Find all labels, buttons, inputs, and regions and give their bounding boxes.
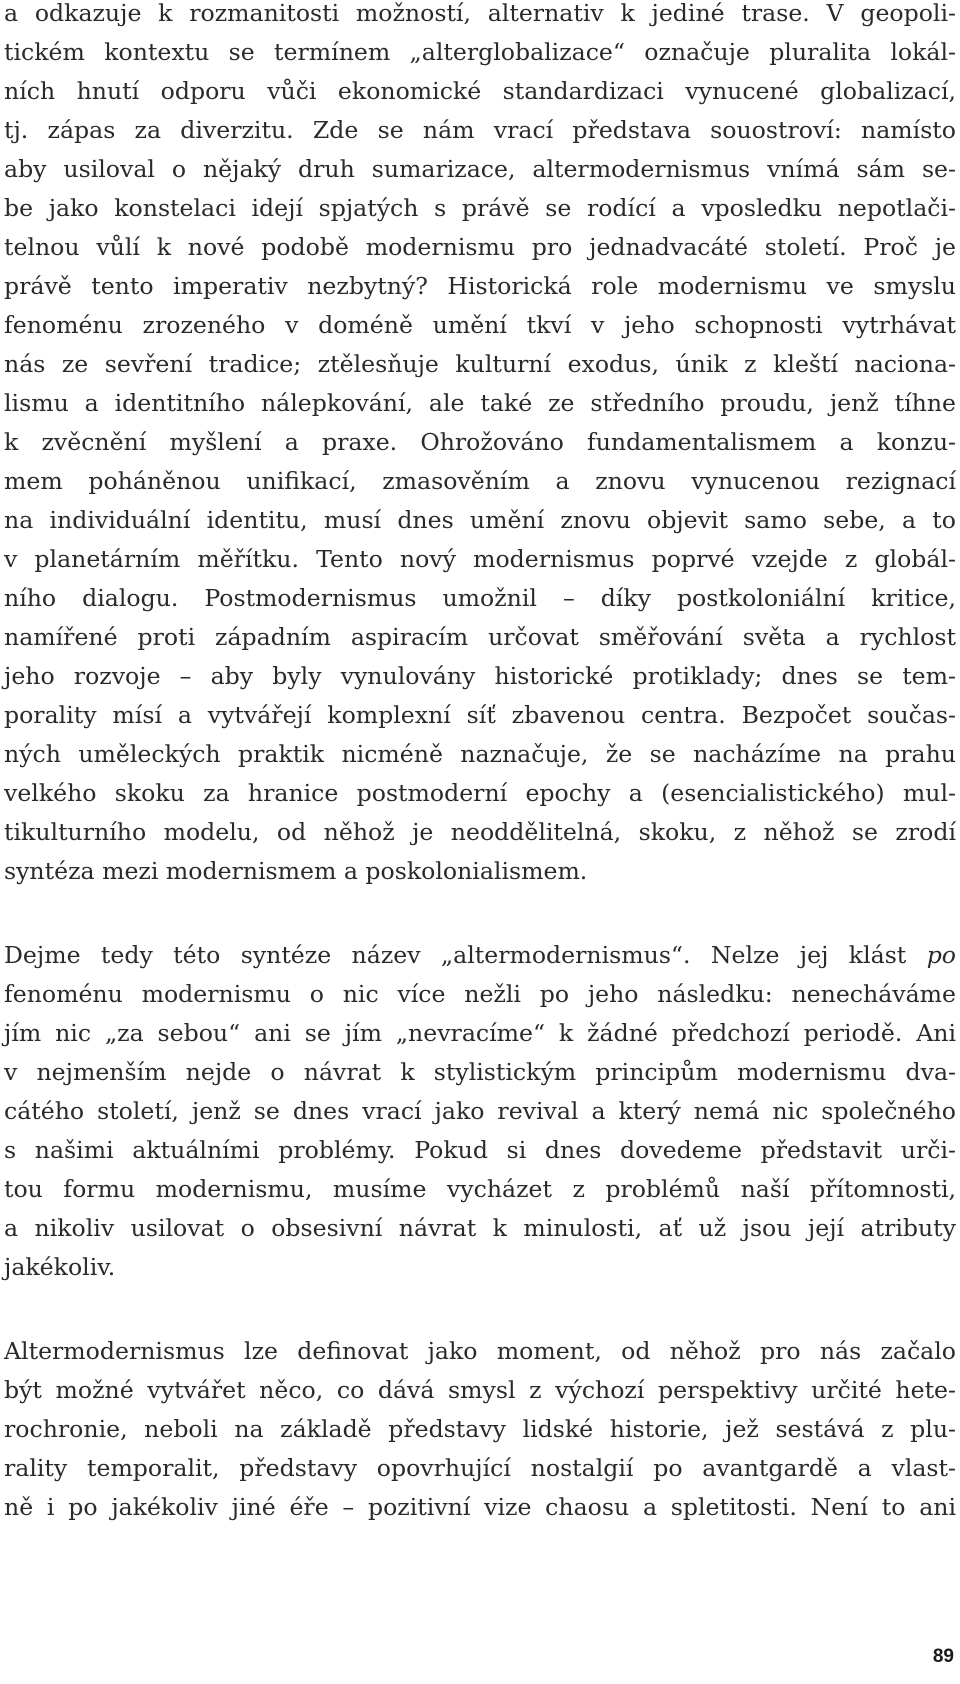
text-line: v nejmenším nejde o návrat k stylistickým principům modernismu dva- — [4, 1058, 956, 1086]
text-line: ných uměleckých praktik nicméně naznačuje, že se nacházíme na prahu — [4, 740, 956, 768]
text-line: na individuální identitu, musí dnes umění znovu objevit samo sebe, a to — [4, 506, 956, 534]
paragraph-3 — [4, 1332, 956, 1527]
emphasis-po: po — [926, 941, 956, 969]
text-line: lismu a identitního nálepkování, ale také ze středního proudu, jenž tíhne — [4, 389, 956, 417]
document-page — [4, 0, 956, 1527]
text-line: porality mísí a vytvářejí komplexní síť zbavenou centra. Bezpočet součas- — [4, 701, 956, 729]
text-line: ních hnutí odporu vůči ekonomické standardizaci vynucené globalizací, — [4, 77, 956, 105]
text-line: nás ze sevření tradice; ztělesňuje kulturní exodus, únik z kleští naciona- — [4, 350, 956, 378]
text-line: cátého století, jenž se dnes vrací jako revival a který nemá nic společného — [4, 1097, 956, 1125]
text-line: a nikoliv usilovat o obsesivní návrat k minulosti, ať už jsou její atributy — [4, 1214, 956, 1242]
text-line: být možné vytvářet něco, co dává smysl z výchozí perspektivy určité hete- — [4, 1376, 956, 1404]
page-number: 89 — [932, 1646, 954, 1667]
text-line: tikulturního modelu, od něhož je neoddělitelná, skoku, z něhož se zrodí — [4, 818, 956, 846]
text-line: a odkazuje k rozmanitosti možností, alternativ k jediné trase. V geopoli- — [4, 0, 956, 27]
text-line: v planetárním měřítku. Tento nový modernismus poprvé vzejde z globál- — [4, 545, 956, 573]
text-line: be jako konstelaci idejí spjatých s právě se rodící a vposledku nepotlači- — [4, 194, 956, 222]
text-line: právě tento imperativ nezbytný? Historická role modernismu ve smyslu — [4, 272, 956, 300]
text-line: velkého skoku za hranice postmoderní epochy a (esencialistického) mul- — [4, 779, 956, 807]
paragraph-gap — [4, 891, 956, 936]
text-line: s našimi aktuálními problémy. Pokud si dnes dovedeme představit urči- — [4, 1136, 956, 1164]
text-line: ně i po jakékoliv jiné éře – pozitivní vize chaosu a spletitosti. Není to ani — [4, 1493, 956, 1521]
text-line: telnou vůlí k nové podobě modernismu pro jednadvacáté století. Proč je — [4, 233, 956, 261]
text-line: rochronie, neboli na základě představy lidské historie, jež sestává z plu- — [4, 1415, 956, 1443]
text-line: namířené proti západním aspiracím určovat směřování světa a rychlost — [4, 623, 956, 651]
text-line: jím nic „za sebou“ ani se jím „nevracíme“ k žádné předchozí periodě. Ani — [4, 1019, 956, 1047]
text-line: tickém kontextu se termínem „alterglobalizace“ označuje pluralita lokál- — [4, 38, 956, 66]
paragraph-2 — [4, 936, 956, 1287]
text-line: jeho rozvoje – aby byly vynulovány historické protiklady; dnes se tem- — [4, 662, 956, 690]
text-line: tou formu modernismu, musíme vycházet z problémů naší přítomnosti, — [4, 1175, 956, 1203]
paragraph-gap — [4, 1287, 956, 1332]
text-line: aby usiloval o nějaký druh sumarizace, altermodernismus vnímá sám se- — [4, 155, 956, 183]
text-line: Dejme tedy této syntéze název „altermodernismus“. Nelze jej klást po — [4, 941, 956, 969]
text-line: Altermodernismus lze definovat jako moment, od něhož pro nás začalo — [4, 1337, 956, 1365]
text-line: fenoménu zrozeného v doméně umění tkví v jeho schopnosti vytrhávat — [4, 311, 956, 339]
text-line: rality temporalit, představy opovrhující nostalgií po avantgardě a vlast- — [4, 1454, 956, 1482]
text-line: tj. zápas za diverzitu. Zde se nám vrací představa souostroví: namísto — [4, 116, 956, 144]
text-line: mem poháněnou unifikací, zmasověním a znovu vynucenou rezignací — [4, 467, 956, 495]
paragraph-1 — [4, 0, 956, 891]
text-line: syntéza mezi modernismem a poskolonialismem. — [4, 857, 588, 885]
text-line: fenoménu modernismu o nic více nežli po jeho následku: nenecháváme — [4, 980, 956, 1008]
text-line: k zvěcnění myšlení a praxe. Ohrožováno fundamentalismem a konzu- — [4, 428, 956, 456]
text-line: jakékoliv. — [4, 1253, 116, 1281]
text-line: ního dialogu. Postmodernismus umožnil – díky postkoloniální kritice, — [4, 584, 956, 612]
